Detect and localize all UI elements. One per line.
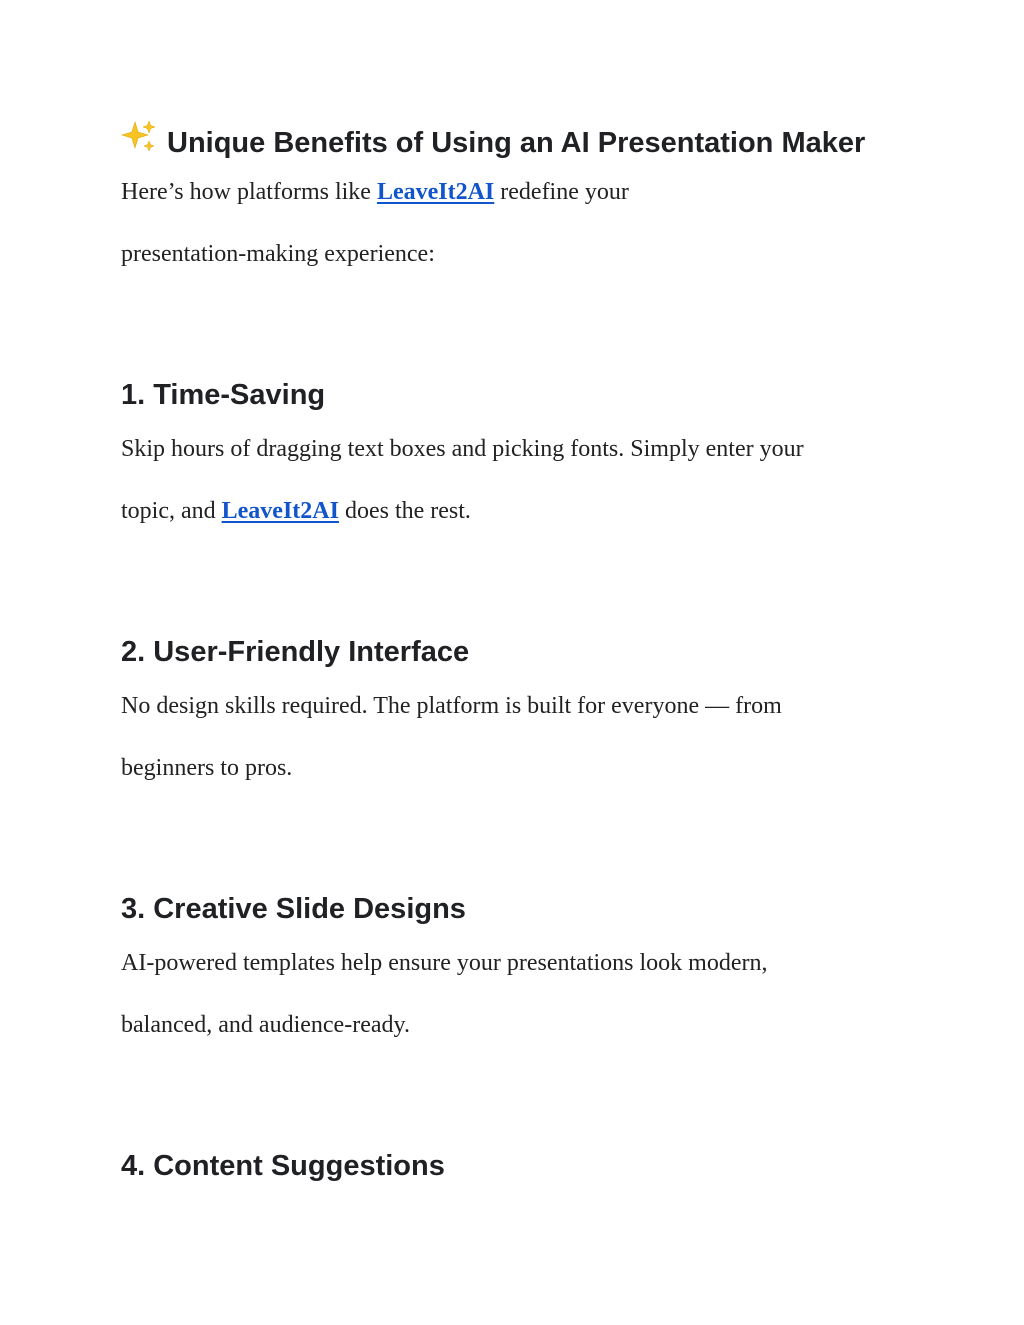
- intro-line-1: [121, 177, 629, 207]
- section-1-line-2: [121, 496, 471, 526]
- section-2-line-2: beginners to pros.: [121, 755, 293, 781]
- section-1-text-before-link: topic, and: [121, 498, 216, 524]
- section-1-text-after-link: does the rest.: [344, 498, 471, 524]
- page-title: [121, 119, 865, 164]
- section-3-line-2: balanced, and audience-ready.: [121, 1012, 410, 1038]
- section-1-line-1: Skip hours of dragging text boxes and picking fonts. Simply enter your: [121, 436, 804, 462]
- sparkles-icon: [121, 119, 157, 164]
- section-heading-user-friendly: 2. User-Friendly Interface: [121, 636, 470, 668]
- section-heading-content-suggestions: 4. Content Suggestions: [121, 1150, 445, 1182]
- section-heading-time-saving: 1. Time-Saving: [121, 379, 326, 411]
- page-title-text: Unique Benefits of Using an AI Presentation Maker: [167, 127, 866, 159]
- leaveit2ai-link[interactable]: LeaveIt2AI: [221, 498, 339, 524]
- leaveit2ai-link[interactable]: LeaveIt2AI: [376, 179, 495, 205]
- section-2-line-1: No design skills required. The platform is built for everyone — from: [121, 693, 782, 719]
- section-heading-creative-designs: 3. Creative Slide Designs: [121, 893, 466, 925]
- intro-text-after-link: redefine your: [500, 179, 629, 205]
- intro-text-before-link: Here’s how platforms like: [121, 179, 371, 205]
- section-3-line-1: AI-powered templates help ensure your presentations look modern,: [121, 950, 768, 976]
- intro-line-2: presentation-making experience:: [121, 241, 435, 267]
